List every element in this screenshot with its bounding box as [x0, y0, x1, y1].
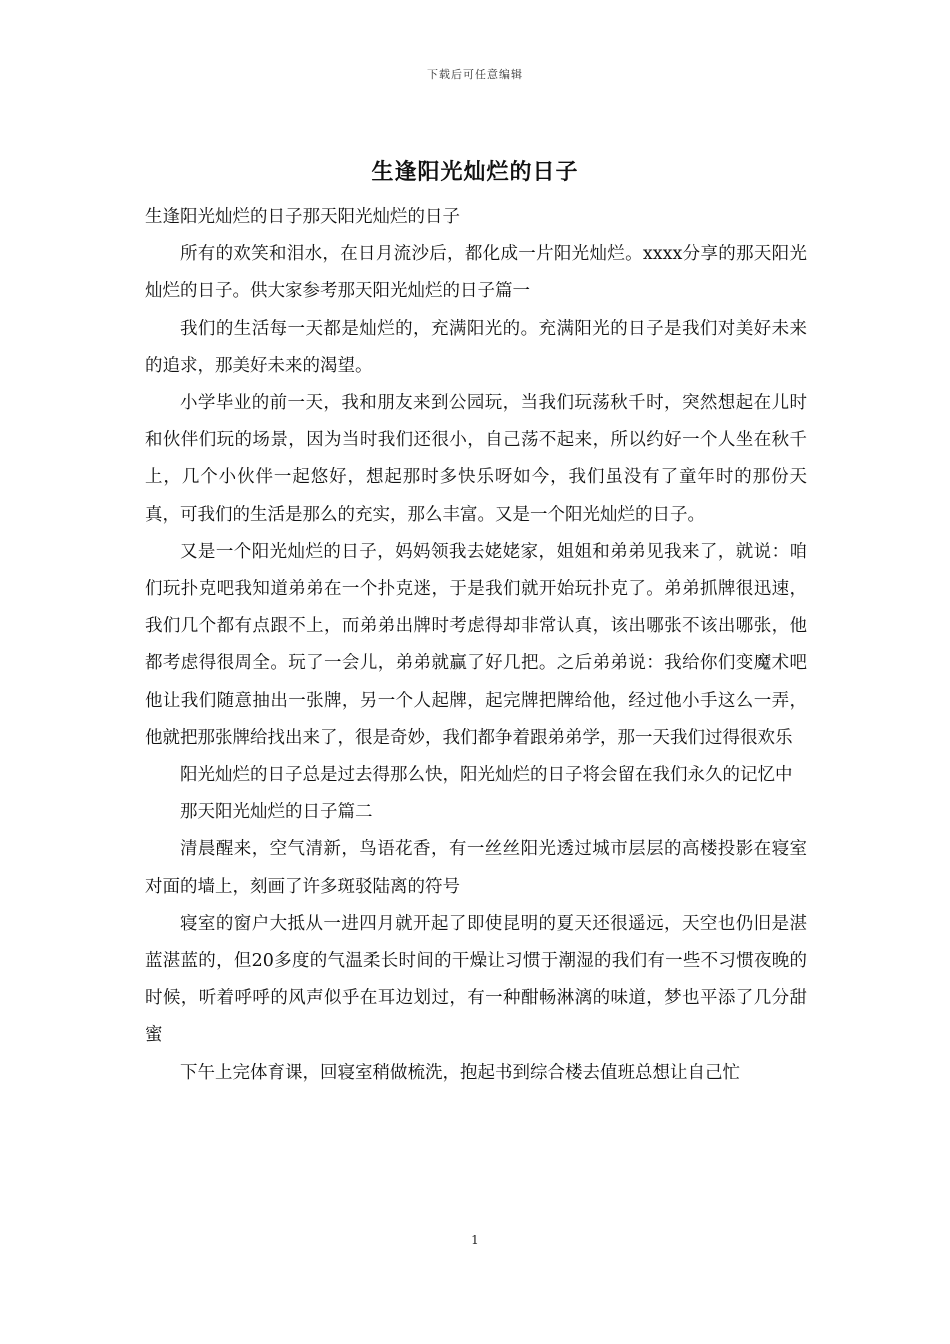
- body-paragraph: 所有的欢笑和泪水，在日月流沙后，都化成一片阳光灿烂。xxxx分享的那天阳光灿烂的日子。供大家参考那天阳光灿烂的日子篇一: [145, 244, 807, 302]
- page-header: 下载后可任意编辑: [427, 68, 523, 81]
- body-paragraph: 下午上完体育课，回寝室稍做梳洗，抱起书到综合楼去值班总想让自己忙: [180, 1062, 740, 1083]
- page-number: 1: [471, 1233, 479, 1247]
- body-paragraph: 清晨醒来，空气清新，鸟语花香，有一丝丝阳光透过城市层层的高楼投影在寝室对面的墙上，刻画了许多斑驳陆离的符号: [145, 839, 807, 897]
- body-paragraph: 阳光灿烂的日子总是过去得那么快，阳光灿烂的日子将会留在我们永久的记忆中: [180, 765, 793, 786]
- body-paragraph: 寝室的窗户大抵从一进四月就开起了即使昆明的夏天还很遥远，天空也仍旧是湛蓝湛蓝的，但20多度的气温柔长时间的干燥让习惯于潮湿的我们有一些不习惯夜晚的时候，听着呼呼的风声似乎在耳边划过，有一种酣畅淋漓的味道，梦也平添了几分甜蜜: [145, 913, 807, 1046]
- body-paragraph: 小学毕业的前一天，我和朋友来到公园玩，当我们玩荡秋千时，突然想起在儿时和伙伴们玩的场景，因为当时我们还很小，自己荡不起来，所以约好一个人坐在秋千上，几个小伙伴一起悠好，想起那时多快乐呀如今，我们虽没有了童年时的那份天真，可我们的生活是那么的充实，那么丰富。又是一个阳光灿烂的日子。: [145, 393, 807, 525]
- document-title: 生逢阳光灿烂的日子: [371, 159, 579, 185]
- body-paragraph: 又是一个阳光灿烂的日子，妈妈领我去姥姥家，姐姐和弟弟见我来了，就说：咱们玩扑克吧我知道弟弟在一个扑克迷，于是我们就开始玩扑克了。弟弟抓牌很迅速，我们几个都有点跟不上，而弟弟出牌时考虑得却非常认真，该出哪张不该出哪张，他都考虑得很周全。玩了一会儿，弟弟就赢了好几把。之后弟弟说：我给你们变魔术吧他让我们随意抽出一张牌，另一个人起牌，起完牌把牌给他，经过他小手这么一弄，他就把那张牌给找出来了，很是奇妙，我们都争着跟弟弟学，那一天我们过得很欢乐: [145, 541, 807, 748]
- section-heading: 那天阳光灿烂的日子篇二: [180, 802, 373, 823]
- subtitle-paragraph: 生逢阳光灿烂的日子那天阳光灿烂的日子: [145, 207, 460, 227]
- document-body: [145, 199, 807, 1092]
- body-paragraph: 我们的生活每一天都是灿烂的，充满阳光的。充满阳光的日子是我们对美好未来的追求，那美好未来的渴望。: [145, 318, 807, 376]
